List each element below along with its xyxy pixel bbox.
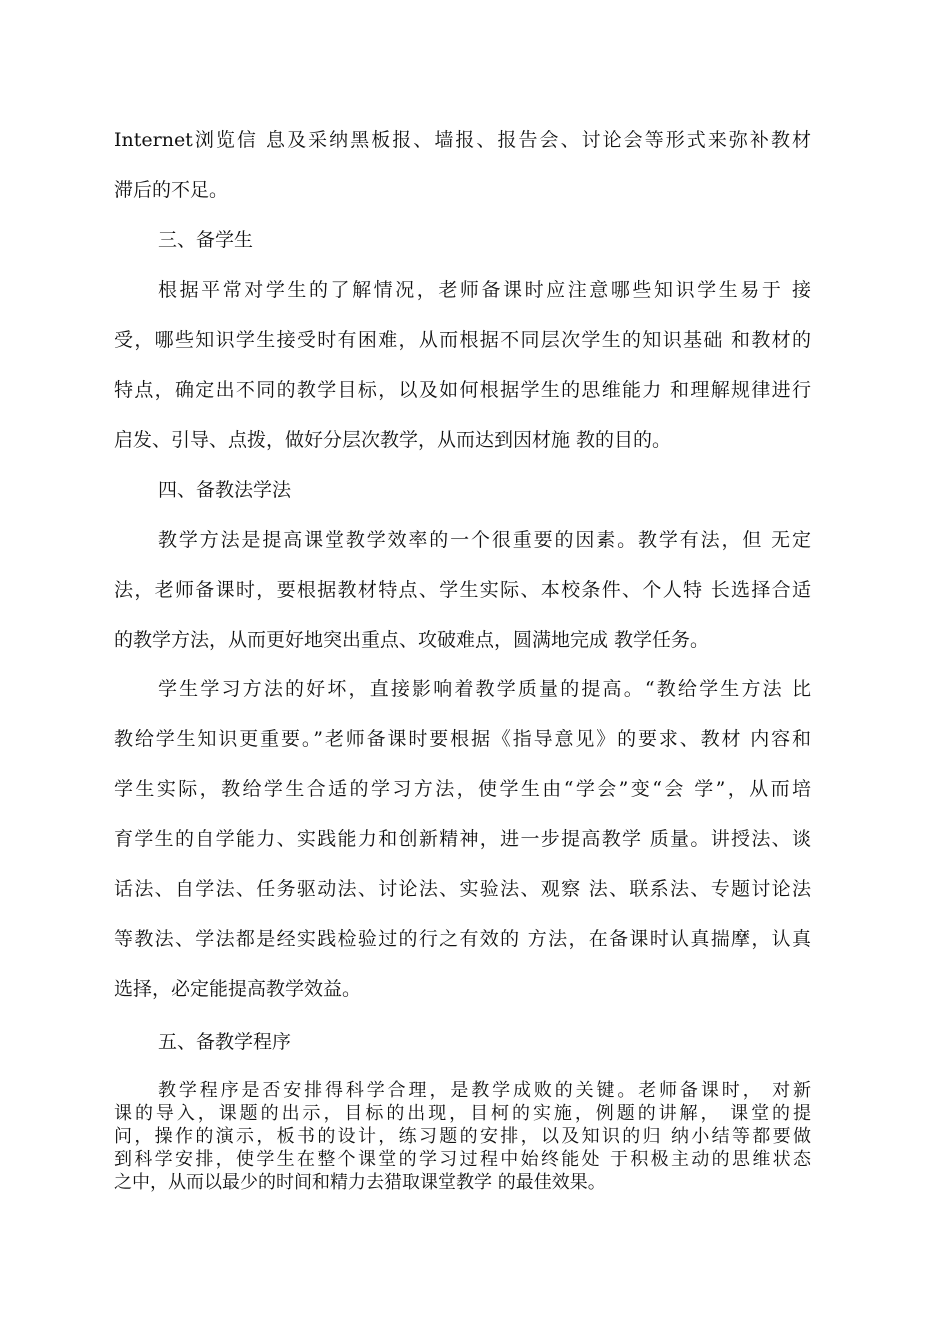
text-line: 根据平常对学生的了解情况，老师备课时应注意哪些知识学生易于 接 [158,279,811,301]
text-line: 学生实际，教给学生合适的学习方法，使学生由“学会”变“会 学”，从而培 [114,778,811,800]
text-line: 特点，确定出不同的教学目标，以及如何根据学生的思维能力 和理解规律进行 [114,379,811,401]
text-line: 滞后的不足。 [114,179,229,201]
section-heading-4: 四、备教法学法 [158,479,292,501]
text-line: 选择，必定能提高教学效益。 [114,978,362,1000]
text-line: 启发、引导、点拨，做好分层次教学，从而达到因材施 教的目的。 [114,429,672,451]
text-line: 之中，从而以最少的时间和精力去猎取课堂教学 的最佳效果。 [114,1172,606,1193]
text-line: 课的导入，课题的出示，目标的出现，目柯的实施，例题的讲解， 课堂的提 [114,1103,811,1124]
section-heading-3: 三、备学生 [158,229,254,251]
text-line: 学生学习方法的好坏，直接影响着教学质量的提高。“教给学生方法 比 [158,678,811,700]
text-line: 育学生的自学能力、实践能力和创新精神，进一步提高教学 质量。讲授法、谈 [114,828,811,850]
text-line: 等教法、学法都是经实践检验过的行之有效的 方法，在备课时认真揣摩，认真 [114,928,811,950]
text-line: 教学方法是提高课堂教学效率的一个很重要的因素。教学有法，但 无定 [158,529,811,551]
text-line: 到科学安排，使学生在整个课堂的学习过程中始终能处 于积极主动的思维状态 [114,1149,811,1170]
text-line: 问，操作的演示，板书的设计，练习题的安排，以及知识的归 纳小结等都要做 [114,1126,811,1147]
text-line: 话法、自学法、任务驱动法、讨论法、实验法、观察 法、联系法、专题讨论法 [114,878,811,900]
text-line: 法，老师备课时，要根据教材特点、学生实际、本校条件、个人特 长选择合适 [114,579,811,601]
text-line: 的教学方法，从而更好地突出重点、攻破难点，圆满地完成 教学任务。 [114,629,710,651]
text-line: 受，哪些知识学生接受时有困难，从而根据不同层次学生的知识基础 和教材的 [114,329,811,351]
text-line: 教给学生知识更重要。”老师备课时要根据《指导意见》的要求、教材 内容和 [114,728,811,750]
text-line: Internet浏览信 息及采纳黑板报、墙报、报告会、讨论会等形式来弥补教材 [114,129,811,151]
section-heading-5: 五、备教学程序 [158,1031,292,1053]
text-line: 教学程序是否安排得科学合理，是教学成败的关键。老师备课时， 对新 [158,1080,811,1101]
